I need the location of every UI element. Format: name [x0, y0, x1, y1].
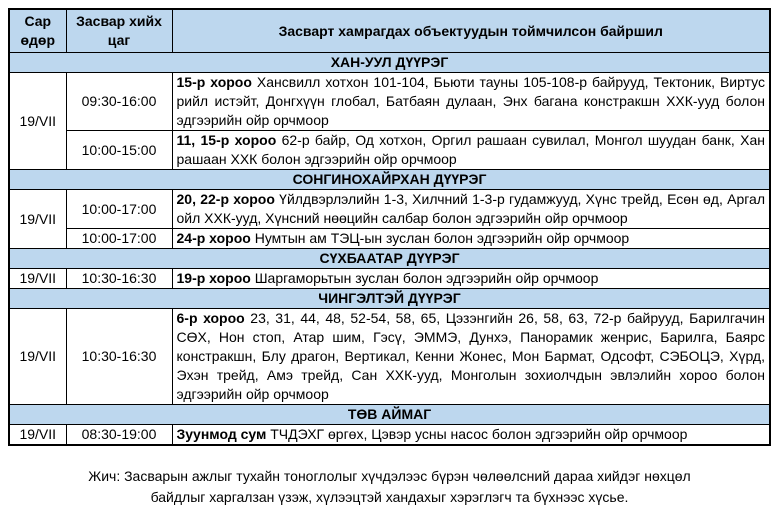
district-khoroo-label: 19-р хороо: [176, 270, 251, 286]
date-cell: 19/VII: [9, 309, 66, 405]
section-title: ХАН-УУЛ ДҮҮРЭГ: [9, 53, 770, 73]
date-cell: 19/VII: [9, 425, 66, 446]
district-khoroo-label: 6-р хороо: [176, 310, 245, 326]
district-khoroo-label: 15-р хороо: [176, 74, 252, 90]
header-date: Сар өдөр: [9, 9, 66, 53]
location-cell: [172, 229, 770, 249]
table-row: [9, 131, 770, 170]
table-row: [9, 309, 770, 405]
location-text: Шаргаморьтын зуслан болон эдгээрийн ойр орчмоор: [250, 270, 599, 286]
section-row-khan-uul: [9, 53, 770, 73]
section-title: СҮХБААТАР ДҮҮРЭГ: [9, 249, 770, 269]
date-cell: 19/VII: [9, 269, 66, 289]
table-row: [9, 73, 770, 131]
location-cell: [172, 425, 770, 446]
district-khoroo-label: 20, 22-р хороо: [176, 191, 275, 207]
header-time: Засвар хийх цаг: [66, 9, 172, 53]
header-row: [9, 9, 770, 53]
section-title: ТӨВ АЙМАГ: [9, 405, 770, 425]
district-khoroo-label: 11, 15-р хороо: [176, 132, 277, 148]
location-text: ТЧДЭХГ өргөх, Цэвэр усны насос болон эдгээрийн ойр орчмоор: [266, 426, 688, 442]
footer-note-text: Жич: Засварын ажлыг тухайн тоноглолыг хүчдэлээс бүрэн чөлөөлсний дараа хийдэг нөхцөл байдлыг харгалзан үзэж, хүлээцтэй хандахыг хэрэглэгч та бүхнээс хүсье.: [88, 468, 691, 505]
time-cell: 10:00-17:00: [66, 190, 172, 229]
time-cell: 10:30-16:30: [66, 269, 172, 289]
section-title: ЧИНГЭЛТЭЙ ДҮҮРЭГ: [9, 289, 770, 309]
table-row: [9, 269, 770, 289]
table-row: [9, 190, 770, 229]
location-cell: [172, 269, 770, 289]
section-row-tuv-aimag: [9, 405, 770, 425]
table-row: [9, 425, 770, 446]
location-text: 62-р байр, Од хотхон, Оргил рашаан сувилал, Монгол шуудан банк, Хан рашаан ХХК болон эдгээрийн ойр орчмоор: [176, 132, 765, 167]
location-text: 23, 31, 44, 48, 52-54, 58, 65, Цэзэнгийн 26, 58, 63, 72-р байрууд, Барилгачин СӨХ, Нон стоп, Атар шим, Гэсү, ЭММЭ, Дунхэ, Панорамик женрис, Барилга, Баярс констракшн, Блу драгон, Вертикал, Кенни Жонес, Мон Бармат, Одсофт, СЭБОЦЭ, Хүрд, Эхэн трейд, Амэ трейд, Сан ХХК-ууд, Монголын зохиолчдын эвлэлийн хороо болон эдгээрийн ойр орчмоор: [176, 310, 765, 402]
section-row-songinokhairkhan: [9, 170, 770, 190]
location-text: Нумтын ам ТЭЦ-ын зуслан болон эдгээрийн ойр орчмоор: [250, 230, 630, 246]
time-cell: 10:30-16:30: [66, 309, 172, 405]
date-cell: 19/VII: [9, 190, 66, 249]
section-title: СОНГИНОХАЙРХАН ДҮҮРЭГ: [9, 170, 770, 190]
time-cell: 10:00-17:00: [66, 229, 172, 249]
time-cell: 09:30-16:00: [66, 73, 172, 131]
location-cell: [172, 73, 770, 131]
repair-schedule-table: [8, 8, 771, 446]
time-cell: 10:00-15:00: [66, 131, 172, 170]
table-row: [9, 229, 770, 249]
location-cell: [172, 131, 770, 170]
location-cell: [172, 309, 770, 405]
location-cell: [172, 190, 770, 229]
section-row-chingeltei: [9, 289, 770, 309]
section-row-sukhbaatar: [9, 249, 770, 269]
time-cell: 08:30-19:00: [66, 425, 172, 446]
footer-note: [0, 466, 779, 508]
location-text: Хансвилл хотхон 101-104, Бьюти тауны 105-108-р байрууд, Тектоник, Виртус рийл истэйт, Донгхүүн глобал, Батбаян дулаан, Энх багана констракшн ХХК-ууд болон эдгээрийн ойр орчмоор: [176, 74, 765, 128]
date-cell: 19/VII: [9, 73, 66, 170]
header-location: Засварт хамрагдах объектуудын тоймчилсон байршил: [172, 9, 770, 53]
district-khoroo-label: 24-р хороо: [176, 230, 251, 246]
district-khoroo-label: Зуунмод сум: [176, 426, 267, 442]
location-text: Үйлдвэрлэлийн 1-3, Хилчний 1-3-р гудамжууд, Хүнс трейд, Есөн өд, Аргал ойл ХХК-ууд, Хүнсний нөөцийн салбар болон эдгээрийн ойр орчмоор: [176, 191, 765, 226]
